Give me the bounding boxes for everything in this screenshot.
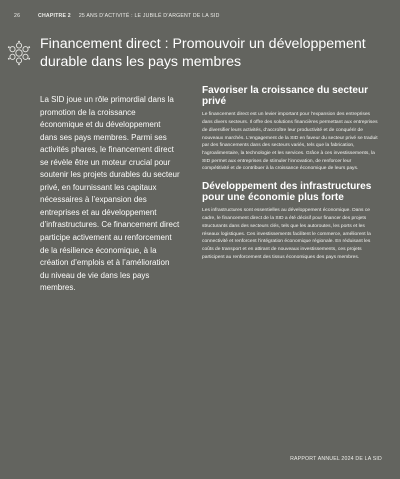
page-header [14,13,390,19]
chapter-label: CHAPITRE 2 [38,13,71,19]
section-heading: Développement des infrastructures pour une économie plus forte [202,181,372,204]
page-footer: RAPPORT ANNUEL 2024 DE LA SID [290,456,382,462]
header-subtitle: 25 ANS D’ACTIVITÉ : LE JUBILÉ D’ARGENT DE LA SID [78,13,220,19]
right-column [202,85,378,269]
section-paragraph: Le financement direct est un levier important pour l’expansion des entreprises dans divers secteurs. Il offre des solutions financières permettant aux entreprises de diversifier leurs activités, d’accroître leur productivité et de conquérir de nouveaux marchés. L’engagement de la SID en faveur du secteur privé se traduit par des financements dans des secteurs variés, tels que la fabrication, l’agroalimentaire, la technologie et les services. Grâce à ces investissements, la SID permet aux entreprises de stimuler l’innovation, de renforcer leur compétitivité et de contribuer à la croissance économique de leurs pays. [202,112,378,172]
network-rosette-icon [6,40,32,66]
page-title: Financement direct : Promouvoir un développement durable dans les pays membres [40,36,366,70]
section-paragraph: Les infrastructures sont essentielles au développement économique. Dans ce cadre, le financement direct de la SID a été décisif pour financer des projets structurants dans des secteurs clés, tels que les autoroutes, les ports et les réseaux logistiques. Ces investissements facilitent le commerce, améliorent la connectivité et renforcent l’intégration économique régionale. En réduisant les coûts de transport et en attirant de nouveaux investissements, ces projets participent au renforcement des tissus économiques des pays membres. [202,208,371,260]
page-number: 26 [14,13,21,19]
section-heading: Favoriser la croissance du secteur privé [202,85,369,108]
intro-paragraph: La SID joue un rôle primordial dans la promotion de la croissance économique et du développement dans ses pays membres. Parmi ses activités phares, le financement direct se révèle être un moteur crucial pour soutenir les projets durables du secteur privé, en fournissant les capitaux nécessaires à l’expansion des entreprises et au développement d’infrastructures. Ce financement direct participe activement au renforcement de la résilience économique, à la création d’emplois et à l’amélioration du niveau de vie dans les pays membres. [40,95,180,293]
